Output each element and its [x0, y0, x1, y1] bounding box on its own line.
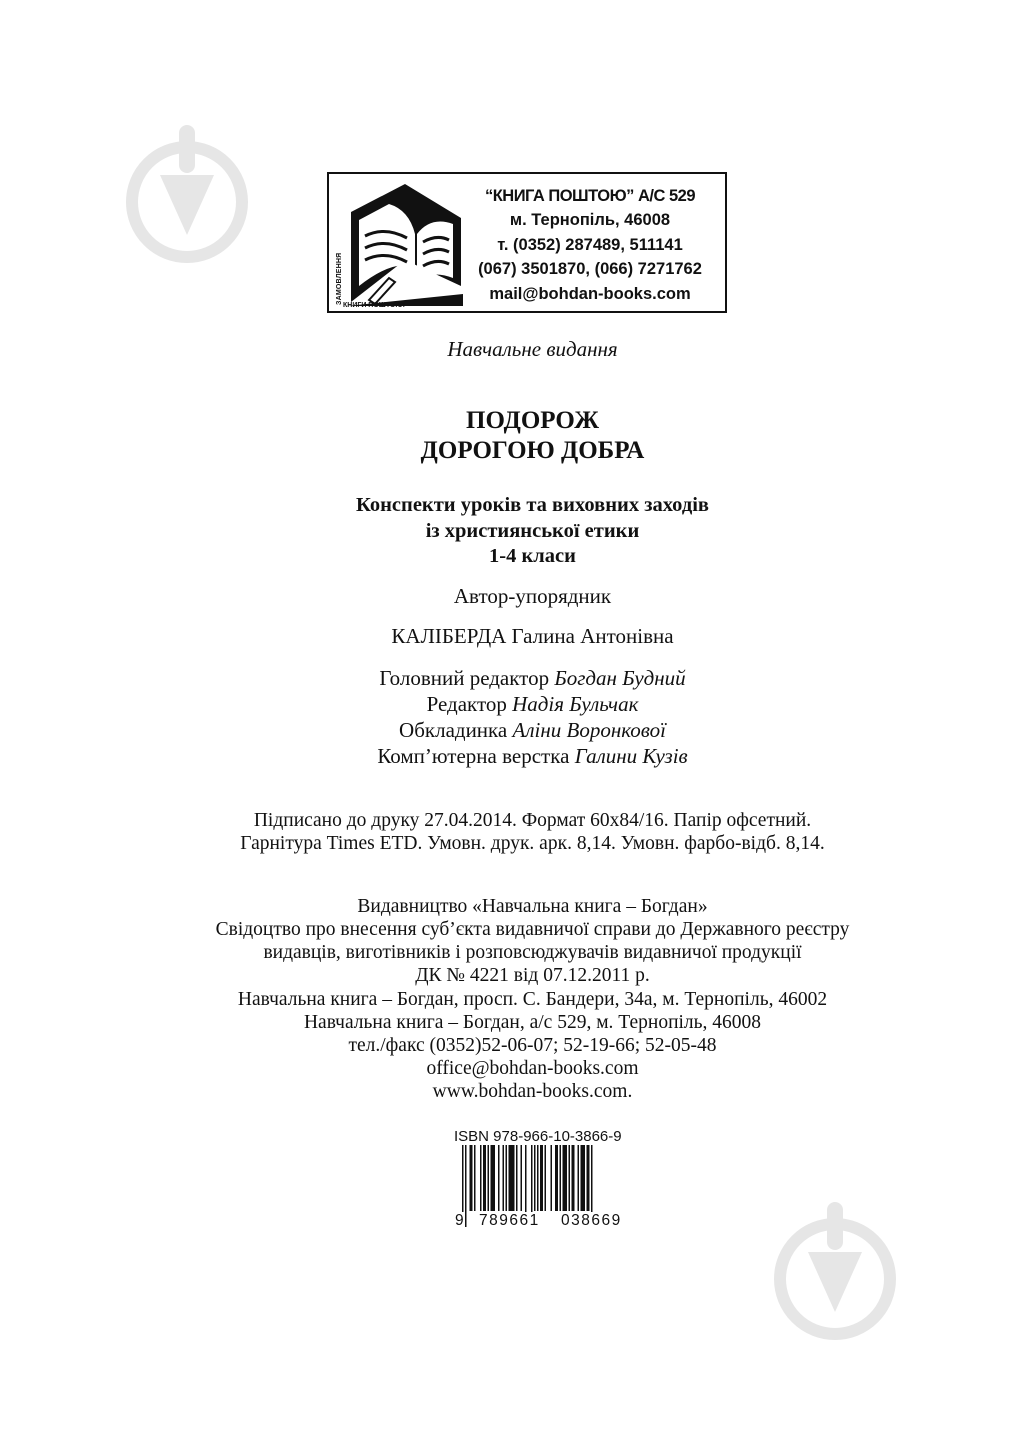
stamp-side-label: ЗАМОВЛЕННЯ	[336, 252, 343, 305]
barcode-bar	[480, 1145, 482, 1211]
publisher-line-1: Видавництво «Навчальна книга – Богдан»	[357, 896, 708, 917]
print-info-line-2: Гарнітура Times ETD. Умовн. друк. арк. 8,14. Умовн. фарбо-відб. 8,14.	[240, 833, 825, 854]
barcode-bar	[572, 1145, 575, 1211]
title-line-2: ДОРОГОЮ ДОБРА	[420, 437, 645, 464]
barcode-bar	[581, 1145, 586, 1211]
barcode-bar	[503, 1145, 505, 1211]
credit-role: Обкладинка	[399, 718, 508, 742]
stamp-email: mail@bohdan-books.com	[489, 284, 691, 303]
publisher-line-7: тел./факс (0352)52-06-07; 52-19-66; 52-05-48	[348, 1035, 717, 1056]
publisher-line-5: Навчальна книга – Богдан, просп. С. Бандери, 34а, м. Тернопіль, 46002	[237, 989, 828, 1010]
edition-type: Навчальне видання	[447, 337, 618, 361]
stamp-line-2: м. Тернопіль, 46008	[509, 211, 671, 230]
credit-name: Богдан Будний	[554, 666, 686, 690]
barcode-bar	[474, 1145, 476, 1211]
credit-name: Аліни Воронкової	[512, 718, 666, 742]
credit-chief-editor	[0, 666, 1021, 691]
open-book-icon	[345, 182, 465, 306]
isbn-block	[454, 1128, 632, 1238]
publisher-line-3: видавців, виготівників і розповсюджувачів видавничої продукції	[263, 942, 802, 963]
barcode-bar	[578, 1145, 580, 1211]
credit-role: Редактор	[426, 692, 507, 716]
publisher-line-2: Свідоцтво про внесення суб’єкта видавничої справи до Державного реєстру	[215, 919, 850, 940]
barcode-bar	[560, 1145, 562, 1211]
publisher-line-4: ДК № 4221 від 07.12.2011 р.	[415, 965, 650, 986]
subtitle-line-1: Конспекти уроків та виховних заходів	[356, 494, 709, 516]
stamp-bottom-label: КНИГИ ПОШТОЮ:	[343, 302, 405, 309]
credit-role: Комп’ютерна верстка	[377, 744, 570, 768]
barcode-bar	[465, 1145, 467, 1227]
barcode-bar	[551, 1145, 553, 1211]
print-info-line-1: Підписано до друку 27.04.2014. Формат 60х84/16. Папір офсетний.	[253, 810, 812, 831]
author-role: Автор-упорядник	[453, 584, 612, 608]
subtitle-line-2: із християнської етики	[425, 520, 640, 542]
watermark-top-left-icon	[124, 125, 250, 265]
publisher-website: www.bohdan-books.com.	[432, 1081, 633, 1102]
isbn-label: ISBN 978-966-10-3866-9	[454, 1128, 622, 1145]
barcode-bar	[563, 1145, 568, 1211]
barcode-bar	[545, 1145, 547, 1211]
title-line-1: ПОДОРОЖ	[466, 407, 599, 434]
stamp-line-3: т. (0352) 287489, 511141	[497, 235, 683, 254]
stamp-line-1: “КНИГА ПОШТОЮ” А/С 529	[484, 187, 696, 205]
author-name: КАЛІБЕРДА Галина Антонівна	[391, 624, 674, 648]
barcode-bar	[555, 1145, 558, 1211]
barcode-bar	[506, 1145, 508, 1211]
barcode-digit-first: 9	[455, 1212, 464, 1229]
mail-order-stamp	[327, 172, 727, 313]
stamp-line-4: (067) 3501870, (066) 7271762	[478, 260, 702, 279]
credit-name: Галини Кузів	[574, 744, 688, 768]
barcode-bar	[509, 1145, 515, 1211]
barcode-bar	[534, 1145, 536, 1211]
barcode-bar	[540, 1145, 543, 1211]
barcode-bar	[483, 1145, 486, 1211]
barcode-bar	[470, 1145, 473, 1211]
credit-cover	[0, 718, 1021, 743]
barcode-bar	[516, 1145, 518, 1211]
barcode-digits-left: 789661	[479, 1212, 540, 1229]
barcode-bar	[488, 1145, 490, 1211]
publisher-email: office@bohdan-books.com	[426, 1058, 639, 1079]
credit-editor	[0, 692, 1021, 717]
subtitle-line-3: 1-4 класи	[489, 545, 576, 567]
barcode-bar	[537, 1145, 539, 1211]
barcode-bar	[498, 1145, 500, 1211]
barcode-bar	[569, 1145, 571, 1211]
barcode-bar	[587, 1145, 590, 1211]
barcode-bar	[491, 1145, 496, 1211]
credit-role: Головний редактор	[379, 666, 550, 690]
watermark-bottom-right-icon	[772, 1202, 898, 1342]
credit-name: Надія Бульчак	[512, 692, 639, 716]
barcode-digits-right: 038669	[561, 1212, 622, 1229]
publisher-line-6: Навчальна книга – Богдан, а/с 529, м. Тернопіль, 46008	[303, 1012, 762, 1033]
credit-layout	[0, 744, 1021, 769]
barcode-bar	[521, 1145, 523, 1211]
